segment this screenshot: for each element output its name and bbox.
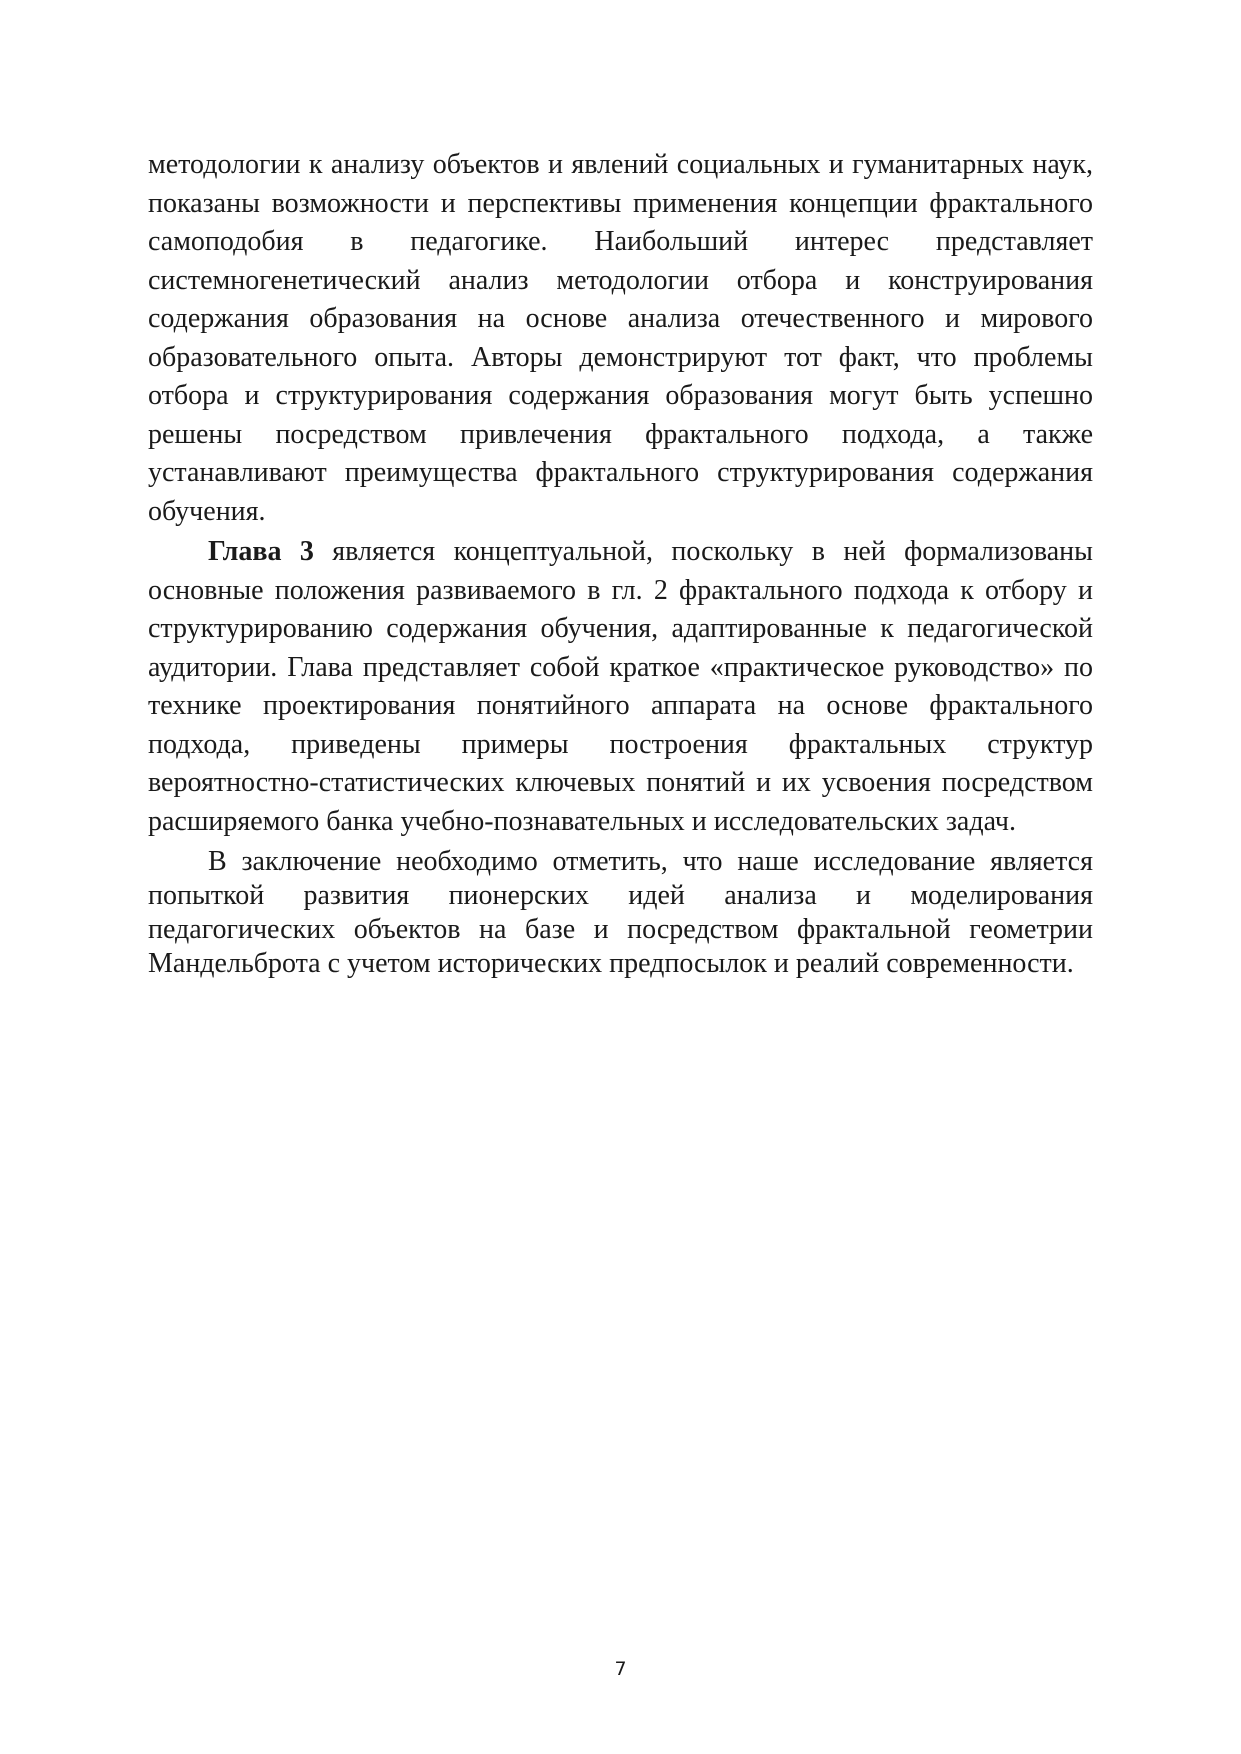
chapter-3-label: Глава 3 (208, 536, 314, 567)
page-number: 7 (614, 1658, 627, 1680)
paragraph-2 (148, 533, 1093, 841)
body-text (148, 146, 1093, 981)
paragraph-1: методологии к анализу объектов и явлений социальных и гуманитарных наук, показаны возможности и перспективы применения концепции фрактального самоподобия в педагогике. Наибольший интерес представляет системногенетический анализ методологии отбора и конструирования содержания образования на основе анализа отечественного и мирового образовательного опыта. Авторы демонстрируют тот факт, что проблемы отбора и структурирования содержания образования могут быть успешно решены посредством привлечения фрактального подхода, а также устанавливают преимущества фрактального структурирования содержания обучения. (148, 149, 1093, 527)
paragraph-3: В заключение необходимо отметить, что наше исследование является попыткой развития пионерских идей анализа и моделирования педагогических объектов на базе и посредством фрактальной геометрии Мандельброта с учетом исторических предпосылок и реалий современности. (148, 846, 1093, 979)
paragraph-2-text: является концептуальной, поскольку в ней формализованы основные положения развиваемого в гл. 2 фрактального подхода к отбору и структурированию содержания обучения, адаптированные к педагогической аудитории. Глава представляет собой краткое «практическое руководство» по технике проектирования понятийного аппарата на основе фрактального подхода, приведены примеры построения фрактальных структур вероятностно-статистических ключевых понятий и их усвоения посредством расширяемого банка учебно-познавательных и исследовательских задач. (148, 536, 1093, 837)
